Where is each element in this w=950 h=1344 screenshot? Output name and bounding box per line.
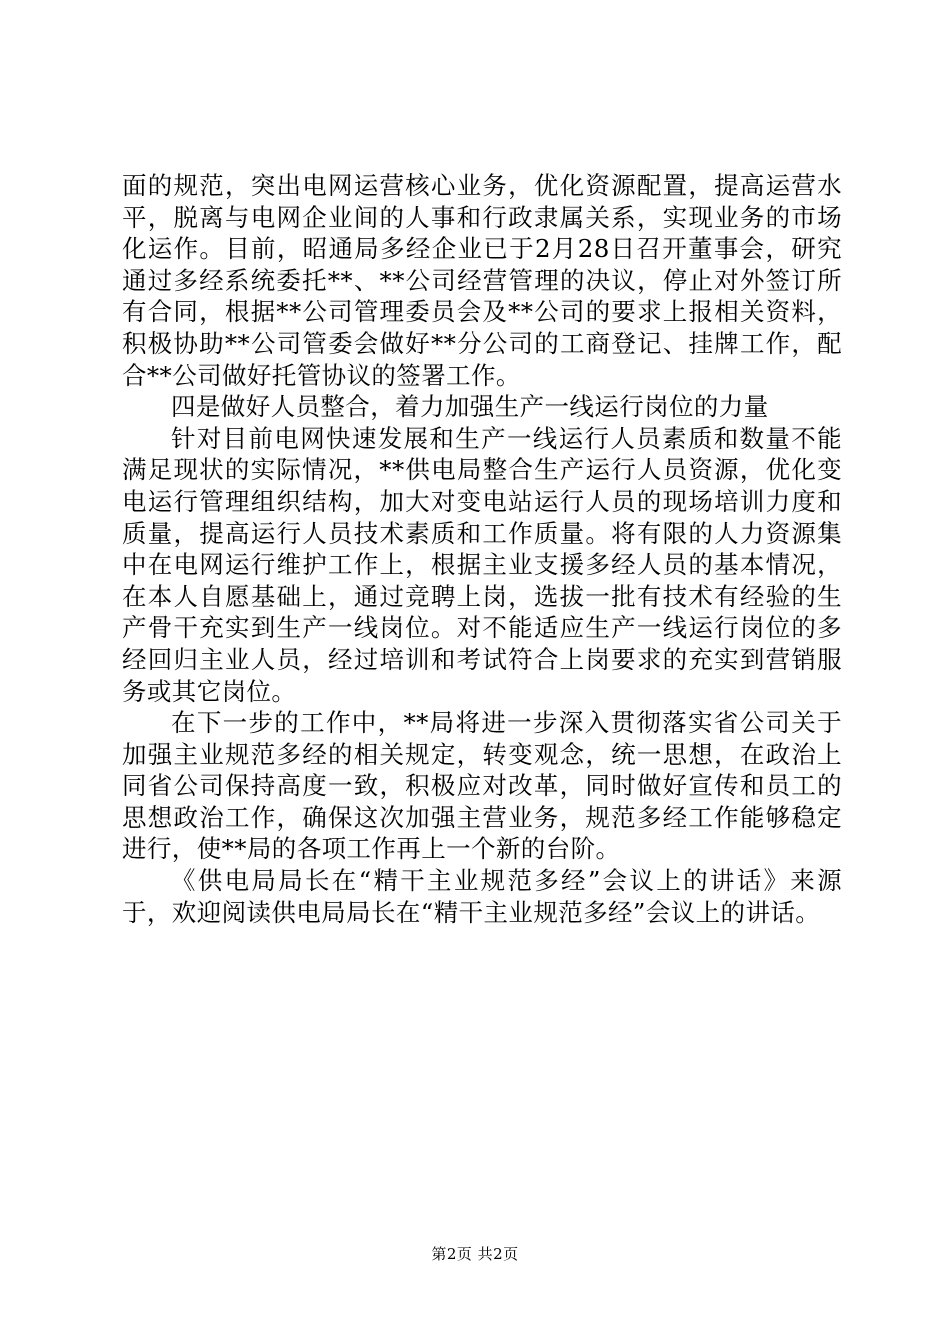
document-body (122, 170, 842, 928)
source-note: 《供电局局长在“精干主业规范多经”会议上的讲话》来源于，欢迎阅读供电局局长在“精干主业规范多经”会议上的讲话。 (122, 866, 842, 927)
section-heading-4: 四是做好人员整合，着力加强生产一线运行岗位的力量 (171, 392, 769, 422)
paragraph-1: 面的规范，突出电网运营核心业务，优化资源配置，提高运营水平，脱离与电网企业间的人事和行政隶属关系，实现业务的市场化运作。目前，昭通局多经企业已于2月28日召开董事会，研究通过多经系统委托**、**公司经营管理的决议，停止对外签订所有合同，根据**公司管理委员会及**公司的要求上报相关资料，积极协助**公司管委会做好**分公司的工商登记、挂牌工作，配合**公司做好托管协议的签署工作。 (122, 171, 842, 390)
paragraph-3: 在下一步的工作中，**局将进一步深入贯彻落实省公司关于加强主业规范多经的相关规定，转变观念，统一思想，在政治上同省公司保持高度一致，积极应对改革，同时做好宣传和员工的思想政治工作，确保这次加强主营业务，规范多经工作能够稳定进行，使**局的各项工作再上一个新的台阶。 (122, 708, 842, 864)
page-number-footer: 第2页 共2页 (431, 1245, 519, 1263)
paragraph-2: 针对目前电网快速发展和生产一线运行人员素质和数量不能满足现状的实际情况，**供电局整合生产运行人员资源，优化变电运行管理组织结构，加大对变电站运行人员的现场培训力度和质量，提高运行人员技术素质和工作质量。将有限的人力资源集中在电网运行维护工作上，根据主业支援多经人员的基本情况，在本人自愿基础上，通过竞聘上岗，选拔一批有技术有经验的生产骨干充实到生产一线岗位。对不能适应生产一线运行岗位的多经回归主业人员，经过培训和考试符合上岗要求的充实到营销服务或其它岗位。 (122, 423, 842, 706)
